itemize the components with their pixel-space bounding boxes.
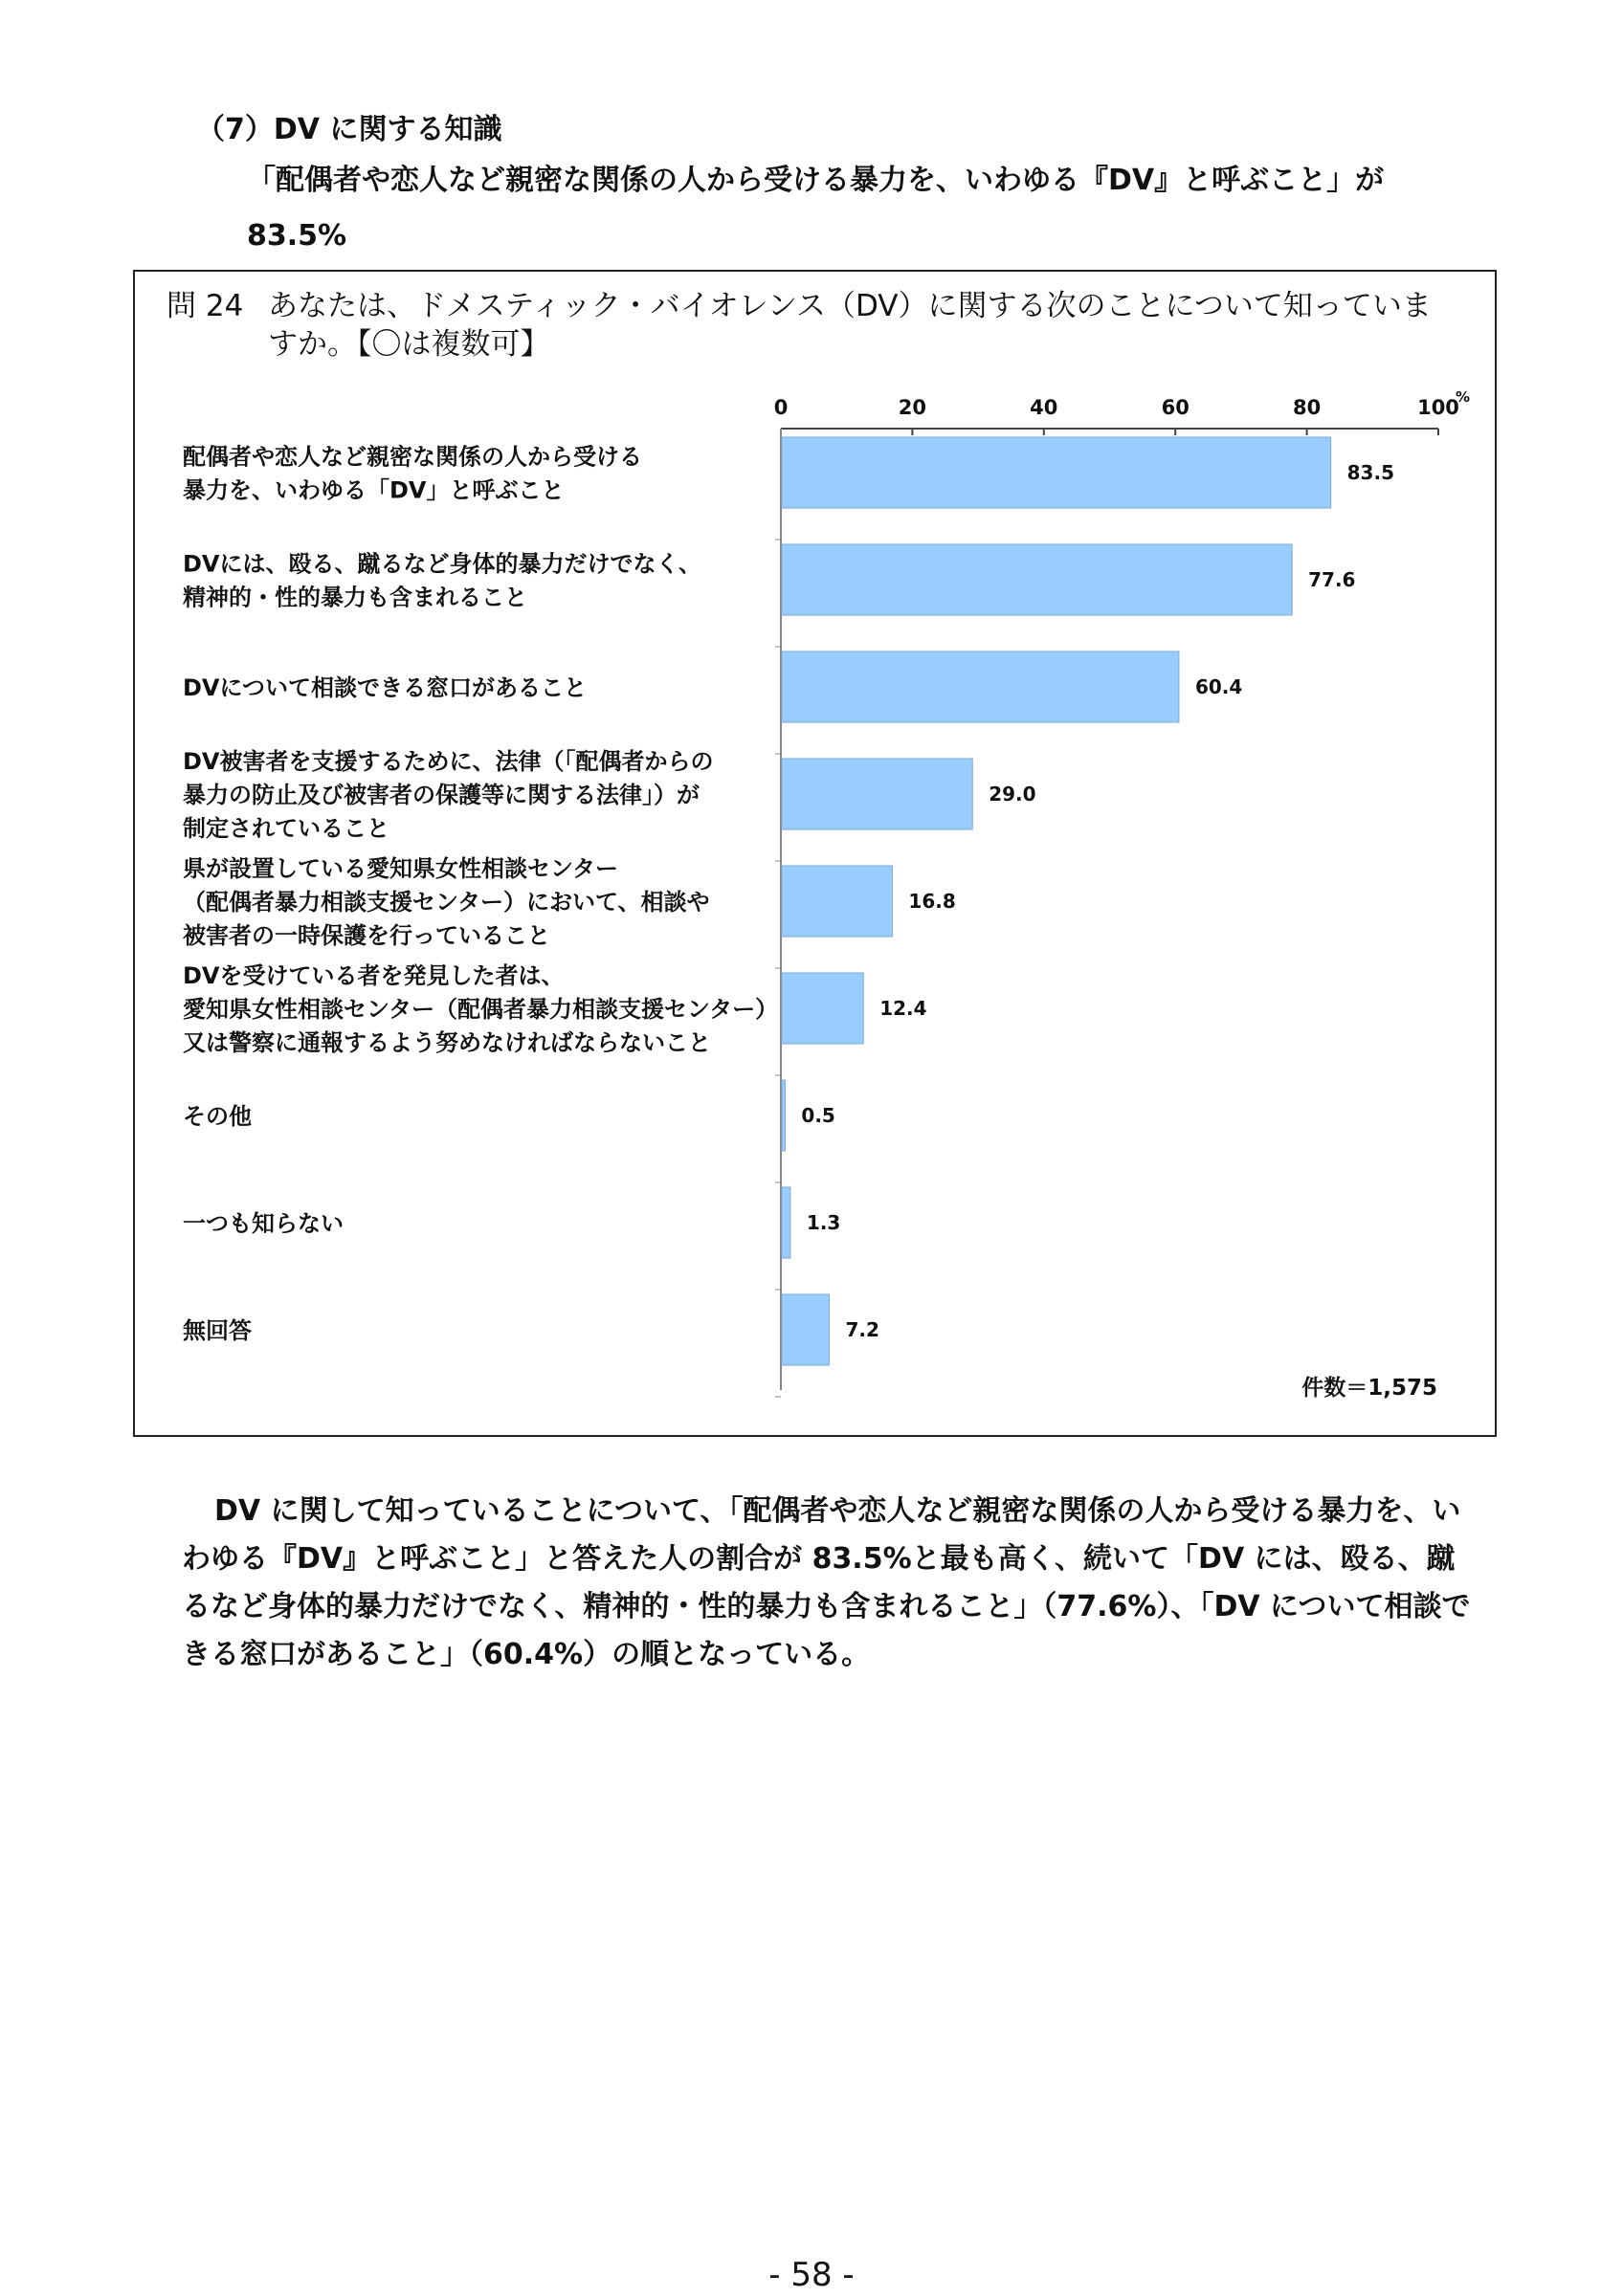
bar-value-label: 29.0 bbox=[989, 783, 1036, 806]
bar-value-label: 7.2 bbox=[845, 1318, 879, 1341]
x-tick-label: 40 bbox=[1030, 396, 1058, 419]
x-tick-label: 20 bbox=[898, 396, 927, 419]
category-label: 精神的・性的暴力も含まれること bbox=[183, 584, 527, 611]
category-label: その他 bbox=[183, 1103, 252, 1130]
summary-line-1: 「配偶者や恋人など親密な関係の人から受ける暴力を、いわゆる『DV』と呼ぶこと」が bbox=[247, 164, 1385, 197]
category-label: DVを受けている者を発見した者は、 bbox=[183, 962, 565, 989]
bar bbox=[782, 1080, 785, 1151]
category-label: 又は警察に通報するよう努めなければならないこと bbox=[183, 1029, 711, 1056]
bar bbox=[782, 973, 863, 1044]
summary-line-2: 83.5% bbox=[247, 219, 347, 253]
category-label: 無回答 bbox=[183, 1317, 252, 1344]
count-label: 件数＝1,575 bbox=[1301, 1376, 1437, 1401]
question-text: あなたは、ドメスティック・バイオレンス（DV）に関する次のことについて知っていま bbox=[268, 289, 1432, 323]
x-tick-label: 80 bbox=[1292, 396, 1322, 419]
category-label: DVには、殴る、蹴るなど身体的暴力だけでなく、 bbox=[183, 550, 702, 578]
bar-value-label: 12.4 bbox=[879, 997, 927, 1020]
bar-value-label: 60.4 bbox=[1194, 675, 1243, 698]
category-label: DVについて相談できる窓口があること bbox=[183, 674, 588, 701]
section-summary bbox=[247, 153, 1384, 264]
bar bbox=[782, 544, 1292, 615]
category-label: 一つも知らない bbox=[183, 1210, 344, 1237]
x-tick-label: 0 bbox=[773, 396, 789, 419]
body-paragraph: DV に関して知っていることについて、「配偶者や恋人など親密な関係の人から受ける暴力を、いわゆる『DV』と呼ぶこと」と答えた人の割合が 83.5%と最も高く、続いて「DV には、殴る、蹴るなど身体的暴力だけでなく、精神的・性的暴力も含まれること」（77.6%）、「DV について相談できる窓口があること」（60.4%）の順となっている。 bbox=[182, 1494, 1471, 1671]
category-label: 暴力を、いわゆる「DV」と呼ぶこと bbox=[183, 476, 565, 504]
category-label: 制定されていること bbox=[183, 815, 389, 842]
category-label: 配偶者や恋人など親密な関係の人から受ける bbox=[183, 443, 642, 471]
x-axis-unit: % bbox=[1456, 388, 1471, 406]
category-label: DV被害者を支援するために、法律（「配偶者からの bbox=[183, 748, 714, 775]
section-heading: （7）DV に関する知識 bbox=[196, 113, 502, 146]
category-label: 被害者の一時保護を行っていること bbox=[183, 922, 550, 949]
category-label: 愛知県女性相談センター（配偶者暴力相談支援センター） bbox=[183, 996, 779, 1023]
bar-value-label: 16.8 bbox=[908, 890, 956, 913]
page-number: - 58 - bbox=[768, 2256, 855, 2294]
bar-value-label: 83.5 bbox=[1346, 461, 1395, 484]
bar bbox=[782, 1187, 790, 1258]
bar bbox=[782, 1294, 829, 1365]
category-label: 暴力の防止及び被害者の保護等に関する法律」）が bbox=[183, 782, 700, 808]
question-text-continued: すか。【〇は複数可】 bbox=[268, 327, 550, 362]
bar-chart bbox=[144, 378, 1483, 1421]
bar bbox=[782, 651, 1179, 722]
bar-value-label: 1.3 bbox=[806, 1211, 841, 1234]
bar bbox=[782, 866, 892, 937]
question-number: 問 24 bbox=[167, 289, 244, 323]
x-tick-label: 60 bbox=[1161, 396, 1189, 419]
bar-value-label: 77.6 bbox=[1308, 568, 1356, 591]
category-label: （配偶者暴力相談支援センター）において、相談や bbox=[183, 889, 710, 916]
bar-value-label: 0.5 bbox=[801, 1104, 835, 1127]
x-tick-label: 100 bbox=[1417, 396, 1459, 419]
bar bbox=[782, 437, 1331, 508]
category-label: 県が設置している愛知県女性相談センター bbox=[183, 855, 619, 882]
bar bbox=[782, 759, 972, 829]
